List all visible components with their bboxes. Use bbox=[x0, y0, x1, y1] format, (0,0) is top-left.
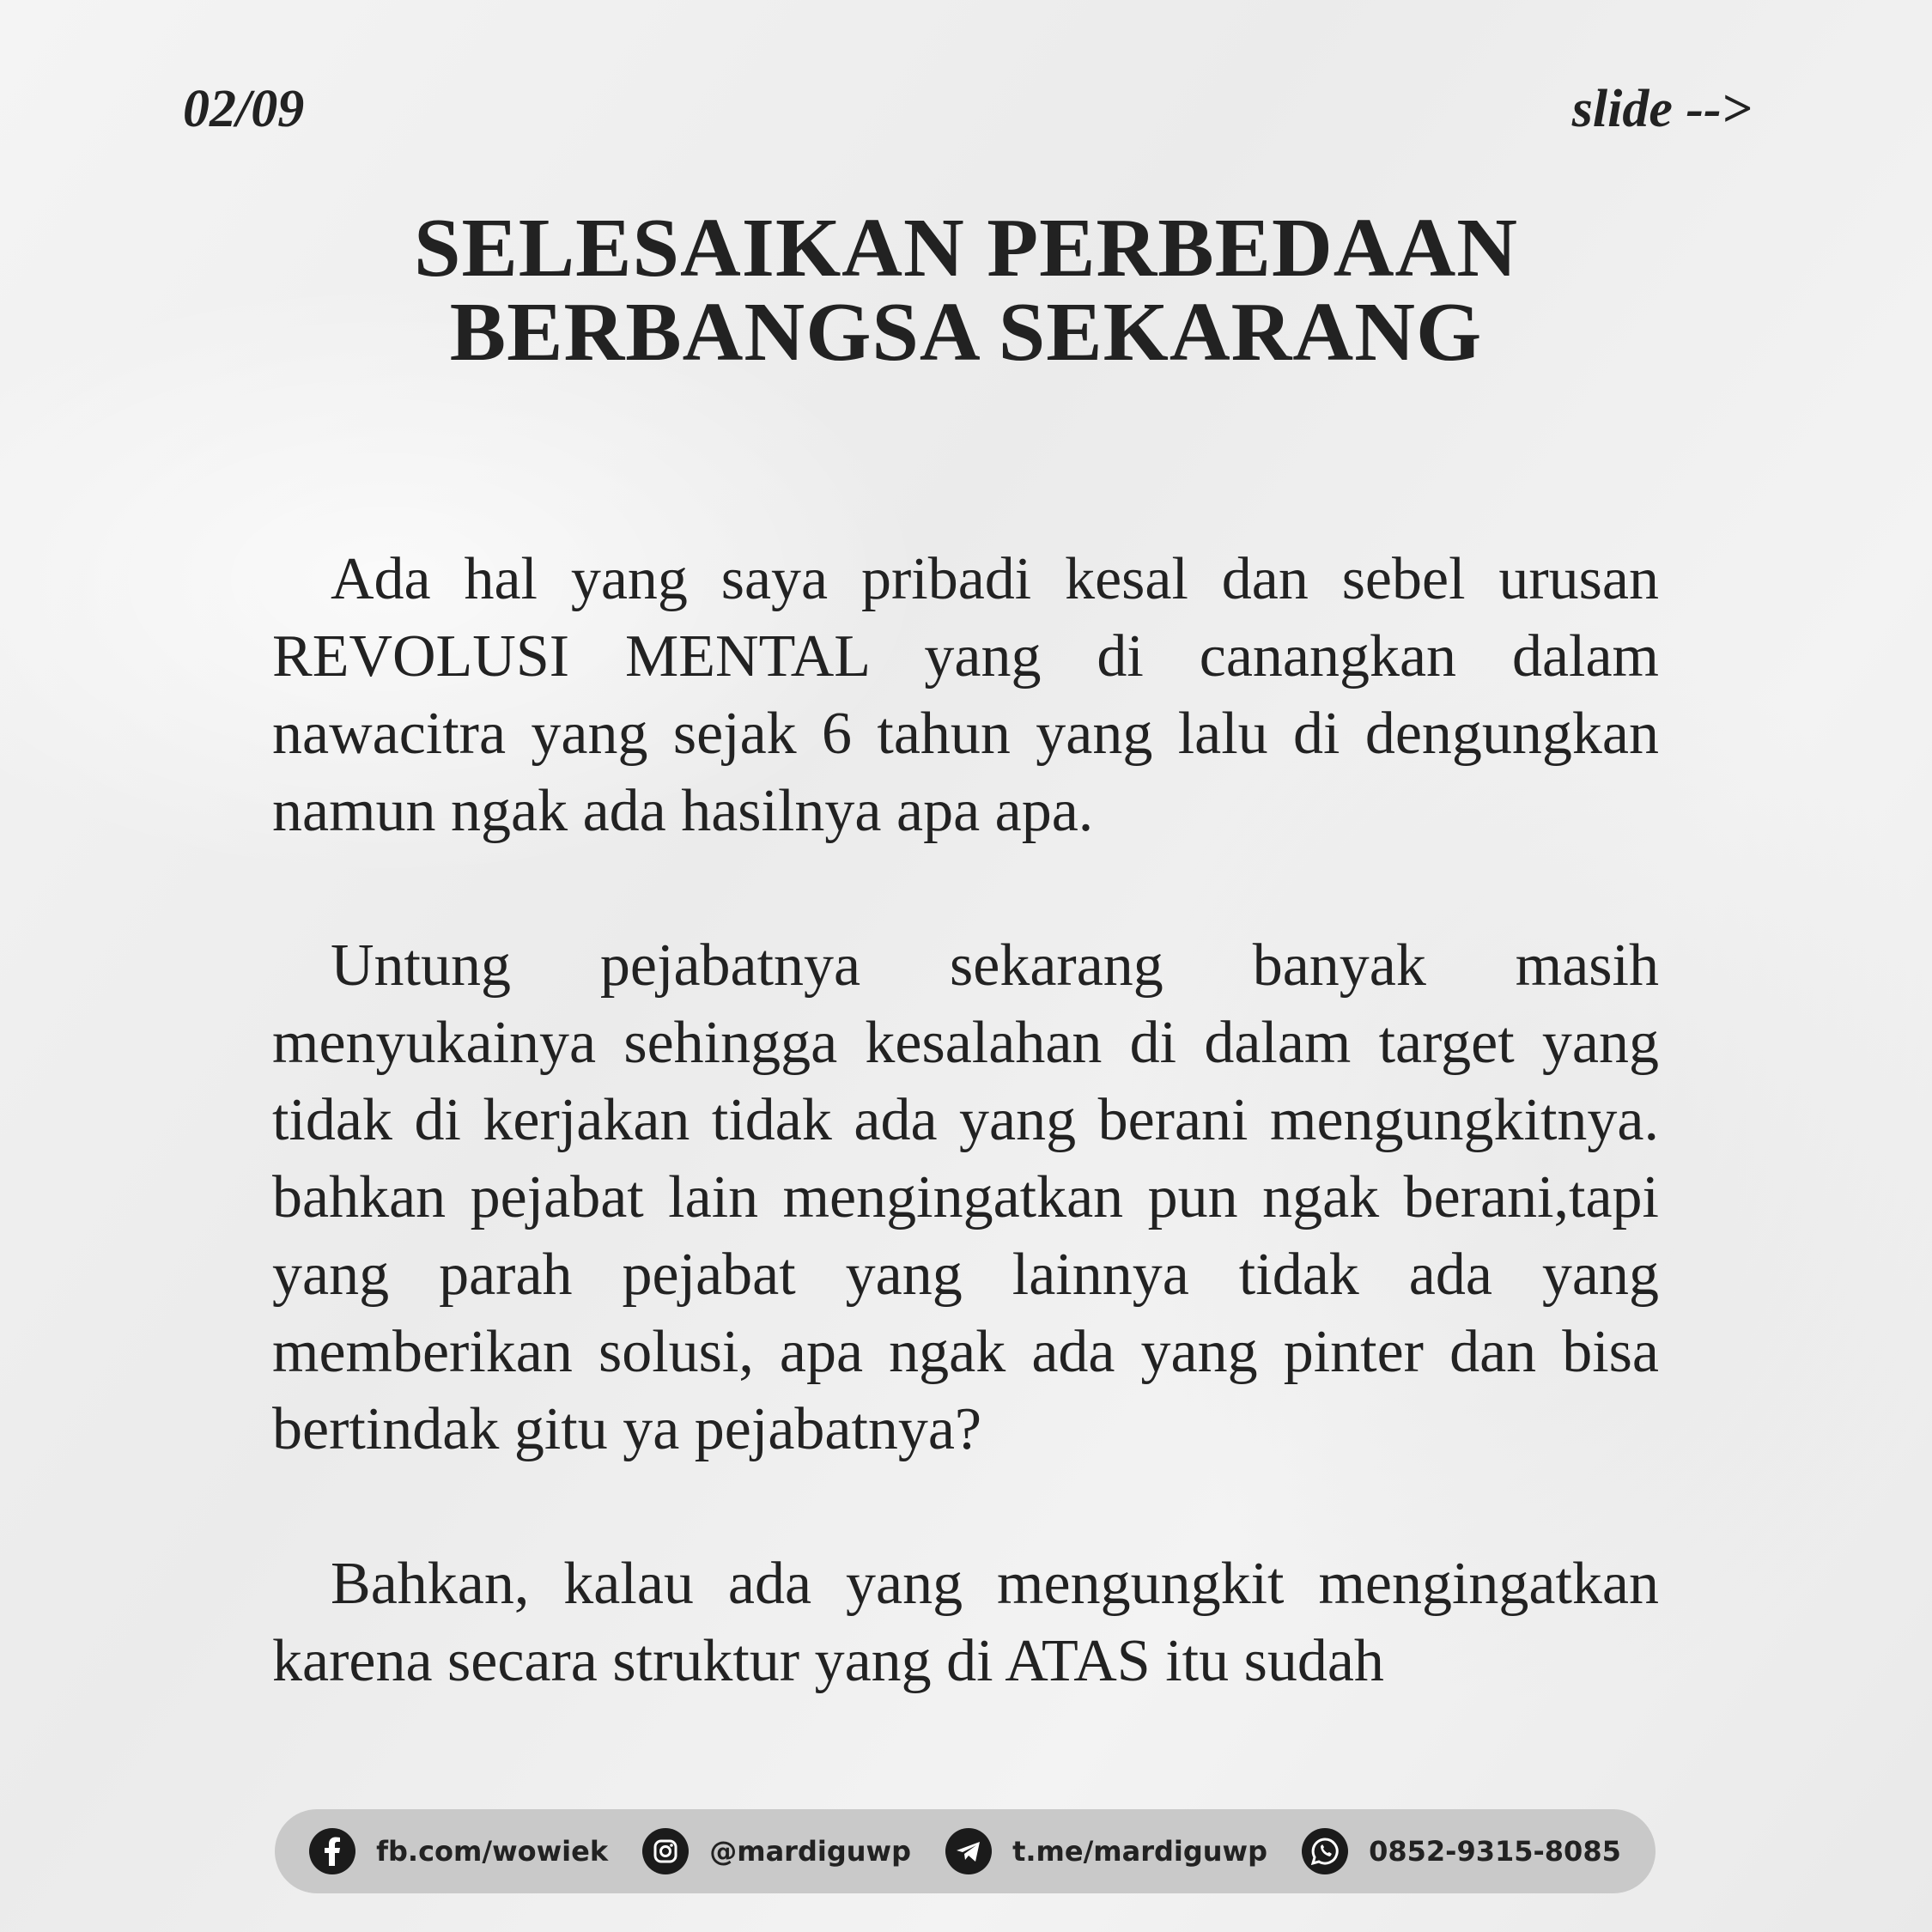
title-line-1: SELESAIKAN PERBEDAAN bbox=[413, 202, 1519, 295]
social-telegram[interactable] bbox=[945, 1828, 1267, 1874]
paragraph-2: Untung pejabatnya sekarang banyak masih menyukainya sehingga kesalahan di dalam target yang tidak di kerjakan tidak ada yang berani mengungkitnya. bahkan pejabat lain mengingatkan pun ngak berani,tapi yang parah pejabat yang lainnya tidak ada yang memberikan solusi, apa ngak ada yang pinter dan bisa bertindak gitu ya pejabatnya? bbox=[272, 933, 1659, 1462]
facebook-icon bbox=[309, 1828, 355, 1874]
slide-hint: slide --> bbox=[1571, 80, 1752, 138]
title-line-2: BERBANGSA SEKARANG bbox=[449, 286, 1483, 379]
page-number: 02/09 bbox=[183, 80, 305, 138]
telegram-icon bbox=[945, 1828, 992, 1874]
page-title bbox=[0, 202, 1932, 379]
telegram-label: t.me/mardiguwp bbox=[1012, 1835, 1267, 1868]
social-bar bbox=[275, 1809, 1656, 1893]
instagram-icon bbox=[642, 1828, 689, 1874]
social-whatsapp[interactable] bbox=[1302, 1828, 1621, 1874]
instagram-label: @mardiguwp bbox=[709, 1835, 911, 1868]
social-facebook[interactable] bbox=[309, 1828, 608, 1874]
whatsapp-label: 0852-9315-8085 bbox=[1369, 1835, 1621, 1868]
facebook-label: fb.com/wowiek bbox=[376, 1835, 609, 1868]
paragraph-3: Bahkan, kalau ada yang mengungkit mengingatkan karena secara struktur yang di ATAS itu sudah bbox=[272, 1551, 1659, 1694]
body-text bbox=[272, 541, 1659, 1777]
social-instagram[interactable] bbox=[642, 1828, 911, 1874]
paragraph-1: Ada hal yang saya pribadi kesal dan sebel urusan REVOLUSI MENTAL yang di canangkan dalam nawacitra yang sejak 6 tahun yang lalu di dengungkan namun ngak ada hasilnya apa apa. bbox=[272, 546, 1659, 844]
whatsapp-icon bbox=[1302, 1828, 1348, 1874]
